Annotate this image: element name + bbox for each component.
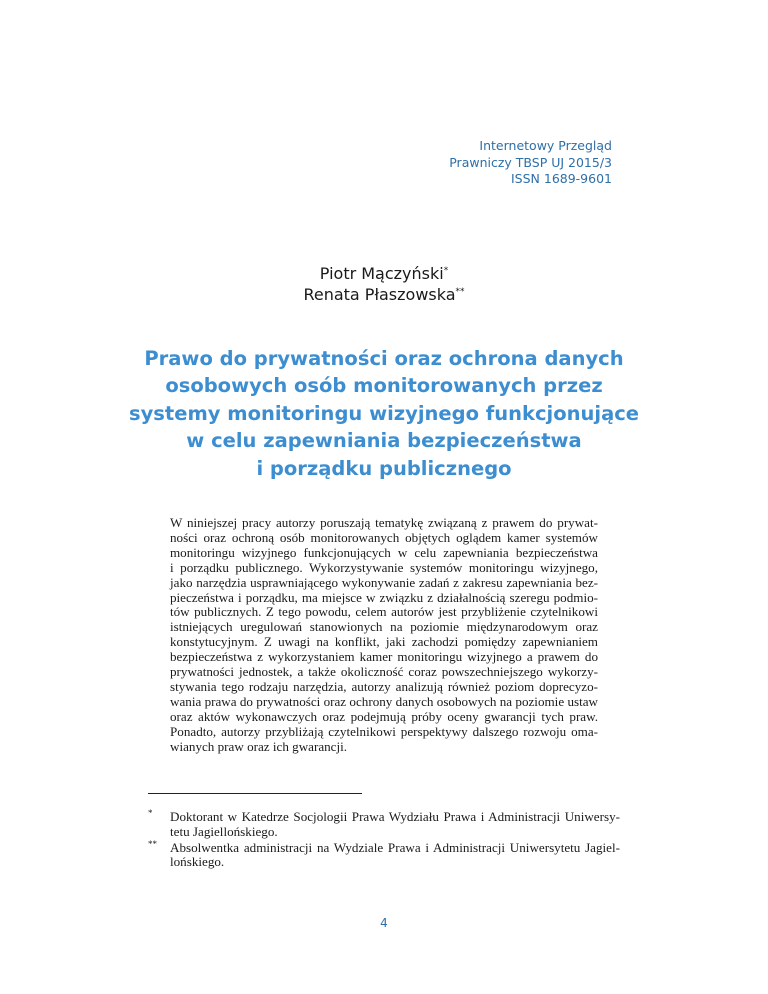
- footnote-line: Doktorant w Katedrze Socjologii Prawa Wydziału Prawa i Administracji Uniwersy-: [170, 809, 620, 824]
- title-line: w celu zapewniania bezpieczeństwa: [186, 429, 582, 453]
- abstract-line: stywania tego rodzaju narzędzia, autorzy analizują również poziom doprecyzo-: [170, 678, 598, 694]
- author-name-text: Renata Płaszowska: [303, 285, 456, 304]
- article-title: [120, 345, 648, 482]
- footnotes: [148, 810, 620, 871]
- abstract-line: Ponadto, autorzy przybliżają czytelnikowi perspektywy dalszego rozwoju oma-: [170, 723, 598, 739]
- journal-issn: ISSN 1689-9601: [510, 171, 612, 186]
- author-footnote-mark: **: [455, 287, 465, 297]
- author-list: [0, 263, 768, 305]
- footnote-line: lońskiego.: [170, 854, 225, 870]
- abstract-line: tów publicznych. Z tego powodu, celem autorów jest przybliżenie czytelnikowi: [170, 604, 598, 620]
- journal-name-line2: Prawniczy TBSP UJ 2015/3: [449, 154, 612, 170]
- journal-header: [449, 138, 612, 188]
- footnote-mark: **: [148, 838, 157, 849]
- abstract-line: jako narzędzia usprawniającego wykonywanie zadań z zakresu zapewniania bez-: [170, 574, 598, 590]
- title-line: i porządku publicznego: [256, 456, 512, 480]
- abstract-line: oraz aktów wykonawczych oraz podejmują próby oceny gwarancji tych praw.: [170, 708, 598, 724]
- abstract-line: prywatności jednostek, a także okoliczność coraz powszechniejszego wykorzy-: [170, 664, 598, 680]
- abstract-line: ności oraz ochroną osób monitorowanych objętych oglądem kamer systemów: [170, 529, 598, 545]
- footnote: [148, 838, 620, 871]
- abstract-line: istniejących uregulowań stanowionych na poziomie międzynarodowym oraz: [170, 619, 598, 635]
- abstract-line: konstytucyjnym. Z uwagi na konflikt, jaki zachodzi pomiędzy zapewnianiem: [170, 634, 598, 650]
- abstract: [170, 516, 598, 755]
- author-name: [0, 263, 768, 284]
- title-line: osobowych osób monitorowanych przez: [165, 374, 603, 398]
- author-footnote-mark: *: [443, 266, 449, 276]
- footnote-divider: [148, 793, 362, 794]
- author-name: [0, 284, 768, 305]
- footnote-line: tetu Jagiellońskiego.: [170, 823, 278, 839]
- footnote-line: Absolwentka administracji na Wydziale Prawa i Administracji Uniwersytetu Jagiel-: [170, 839, 620, 855]
- abstract-line: i porządku publicznego. Wykorzystywanie systemów monitoringu wizyjnego,: [170, 559, 598, 575]
- journal-name-line1: Internetowy Przegląd: [479, 138, 612, 153]
- abstract-line: W niniejszej pracy autorzy poruszają tematykę związaną z prawem do prywat-: [170, 515, 598, 530]
- abstract-line: wianych praw oraz ich gwarancji.: [170, 738, 348, 754]
- footnote-mark: *: [148, 808, 153, 818]
- author-name-text: Piotr Mączyński: [319, 264, 444, 283]
- abstract-line: bezpieczeństwa z wykorzystaniem kamer monitoringu wizyjnego a prawem do: [170, 649, 598, 665]
- abstract-line: wania prawa do prywatności oraz ochrony danych osobowych na poziomie ustaw: [170, 693, 598, 709]
- abstract-line: monitoringu wizyjnego funkcjonujących w celu zapewniania bezpieczeństwa: [170, 544, 598, 560]
- page-number: 4: [380, 916, 388, 930]
- footnote: [148, 810, 620, 840]
- title-line: Prawo do prywatności oraz ochrona danych: [144, 347, 624, 370]
- abstract-line: pieczeństwa i porządku, ma miejsce w związku z działalnością szeregu podmio-: [170, 589, 598, 605]
- title-line: systemy monitoringu wizyjnego funkcjonujące: [128, 401, 640, 425]
